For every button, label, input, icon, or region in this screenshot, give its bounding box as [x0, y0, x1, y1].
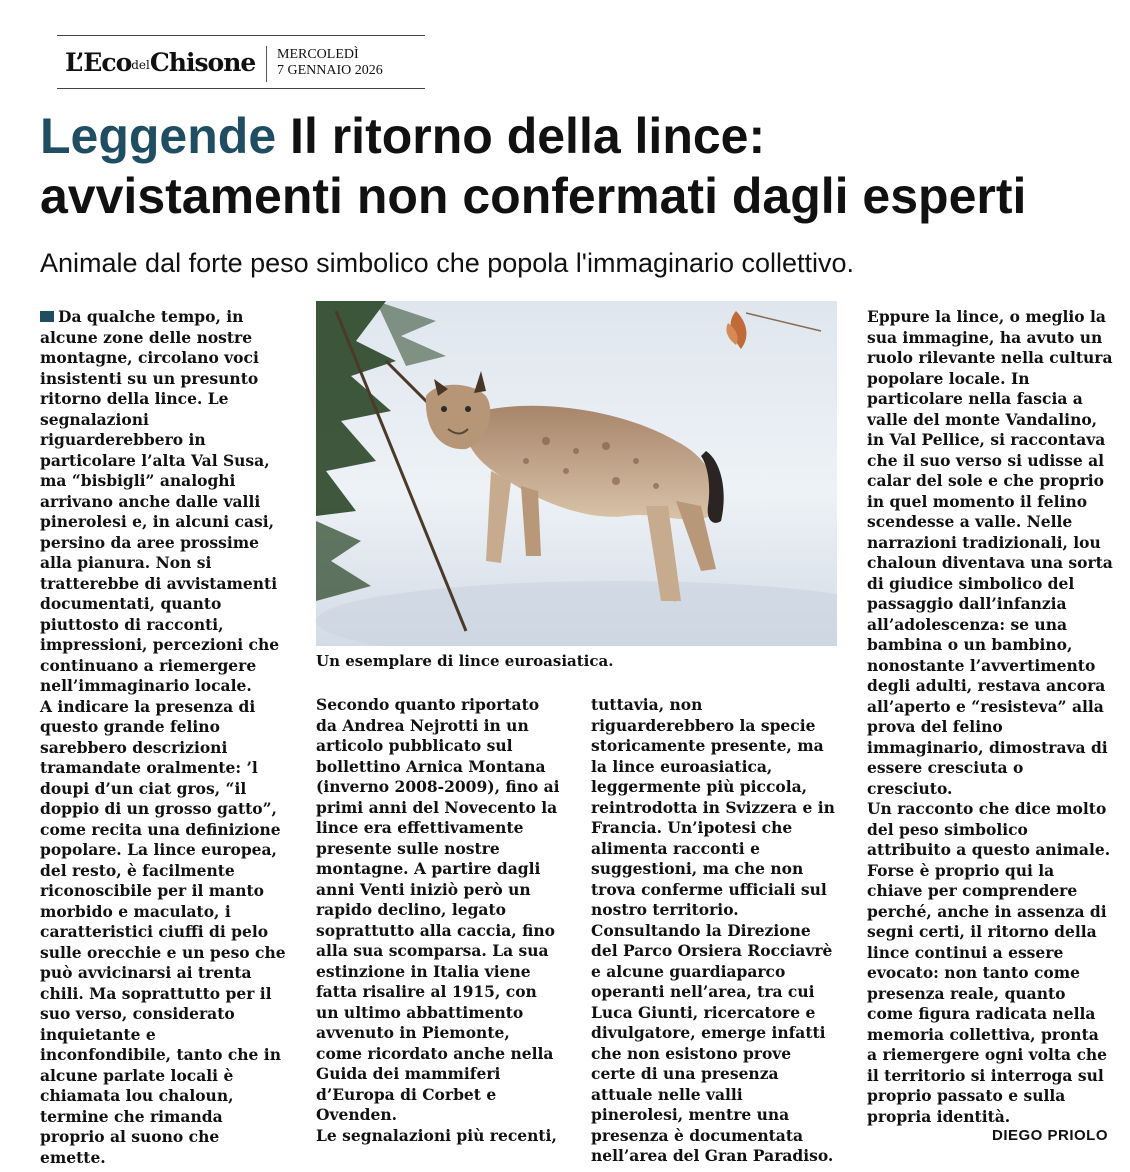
masthead-divider: [266, 46, 267, 82]
headline-kicker: Leggende: [40, 108, 277, 164]
headline-title-line1: Il ritorno della lince:: [290, 108, 766, 164]
paragraph: Eppure la lince, o meglio la sua immagine, ha avuto un ruolo rilevante nella cultura popolare locale. In particolare nella fascia a valle del monte Vandalino, in Val Pellice, si raccontava che il suo verso si udisse al calar del sole e che proprio in quel momento il felino scendesse a valle. Nelle narrazioni tradizionali, lou chaloun diventava una sorta di giudice simbolico del passaggio dall’infanzia all’adolescenza: se una bambina o un bambino, nonostante l’avvertimento degli adulti, restava ancora all’aperto e “resisteva” alla prova del felino immaginario, dimostrava di essere cresciuta o cresciuto.: [867, 307, 1113, 798]
lynx-illustration: [316, 301, 837, 646]
newspaper-logo: L’EcodelChisone: [65, 48, 256, 77]
photo-caption: Un esemplare di lince euroasiatica.: [316, 652, 614, 670]
paragraph: tuttavia, non riguarderebbero la specie storicamente presente, ma la lince euroasiatica, leggermente più piccola, reintrodotta in Svizzera e in Francia. Un’ipotesi che alimenta racconti e suggestioni, ma che non trova conferme ufficiali sul nostro territorio. Consultando la Direzione del Parco Orsiera Rocciavrè e alcune guardiaparco operanti nell’area, tra cui Luca Giunti, ricercatore e divulgatore, emerge infatti che non esistono prove certe di una presenza attuale nelle valli pinerolesi, mentre una presenza è documentata nell’area del Gran Paradiso.: [591, 695, 835, 1165]
issue-day: 7 GENNAIO 2026: [277, 63, 383, 78]
square-marker-icon: [40, 311, 54, 322]
paragraph: Da qualche tempo, in alcune zone delle nostre montagne, circolano voci insistenti su un presunto ritorno della lince. Le segnalazioni riguarderebbero in particolare l’alta Val Susa, ma “bisbigli” analoghi arrivano anche dalle valli pinerolesi e, in alcuni casi, persino da aree prossime alla pianura. Non si tratterebbe di avvistamenti documentati, quanto piuttosto di racconti, impressioni, percezioni che continuano a riemergere nell’immaginario locale.: [40, 307, 280, 695]
issue-weekday: MERCOLEDÌ: [277, 47, 359, 62]
headline-title-line2: avvistamenti non confermati dagli esperti: [40, 168, 1027, 224]
article-column-2: [316, 695, 561, 1146]
paragraph: Secondo quanto riportato da Andrea Nejrotti in un articolo pubblicato sul bollettino Arnica Montana (inverno 2008-2009), fino ai primi anni del Novecento la lince era effettivamente presente sulle nostre montagne. A partire dagli anni Venti iniziò però un rapido declino, legato soprattutto alla caccia, fino alla sua scomparsa. La sua estinzione in Italia viene fatta risalire al 1915, con un ultimo abbattimento avvenuto in Piemonte, come ricordato anche nella Guida dei mammiferi d’Europa di Corbet e Ovenden.: [316, 695, 560, 1124]
author-byline: DIEGO PRIOLO: [991, 1127, 1108, 1144]
paragraph: Le segnalazioni più recenti,: [316, 1125, 557, 1145]
issue-date: [277, 47, 383, 79]
masthead: [57, 35, 425, 89]
lynx-photo: [316, 301, 837, 646]
paragraph: Un racconto che dice molto del peso simbolico attribuito a questo animale. Forse è proprio qui la chiave per comprendere perché, anche in assenza di segni certi, il ritorno della lince continui a essere evocato: non tanto come presenza reale, quanto come figura radicata nella memoria collettiva, pronta a riemergere ogni volta che il territorio si interroga sul proprio passato e sulla propria identità.: [867, 799, 1111, 1126]
article-column-4: [867, 307, 1113, 1127]
paragraph: A indicare la presenza di questo grande felino sarebbero descrizioni tramandate oralmente: ’l doupi d’un ciat gros, “il doppio di un grosso gatto”, come recita una definizione popolare. La lince europea, del resto, è facilmente riconoscibile per il manto morbido e maculato, i caratteristici ciuffi di pelo sulle orecchie e un peso che può avvicinarsi ai trenta chili. Ma soprattutto per il suo verso, considerato inquietante e inconfondibile, tanto che in alcune parlate locali è chiamata lou chaloun, termine che rimanda proprio al suono che emette.: [40, 696, 286, 1167]
article-column-3: [591, 695, 837, 1167]
subheadline: Animale dal forte peso simbolico che popola l'immaginario collettivo.: [40, 248, 855, 278]
headline: [40, 106, 1120, 226]
article-column-1: [40, 307, 286, 1168]
